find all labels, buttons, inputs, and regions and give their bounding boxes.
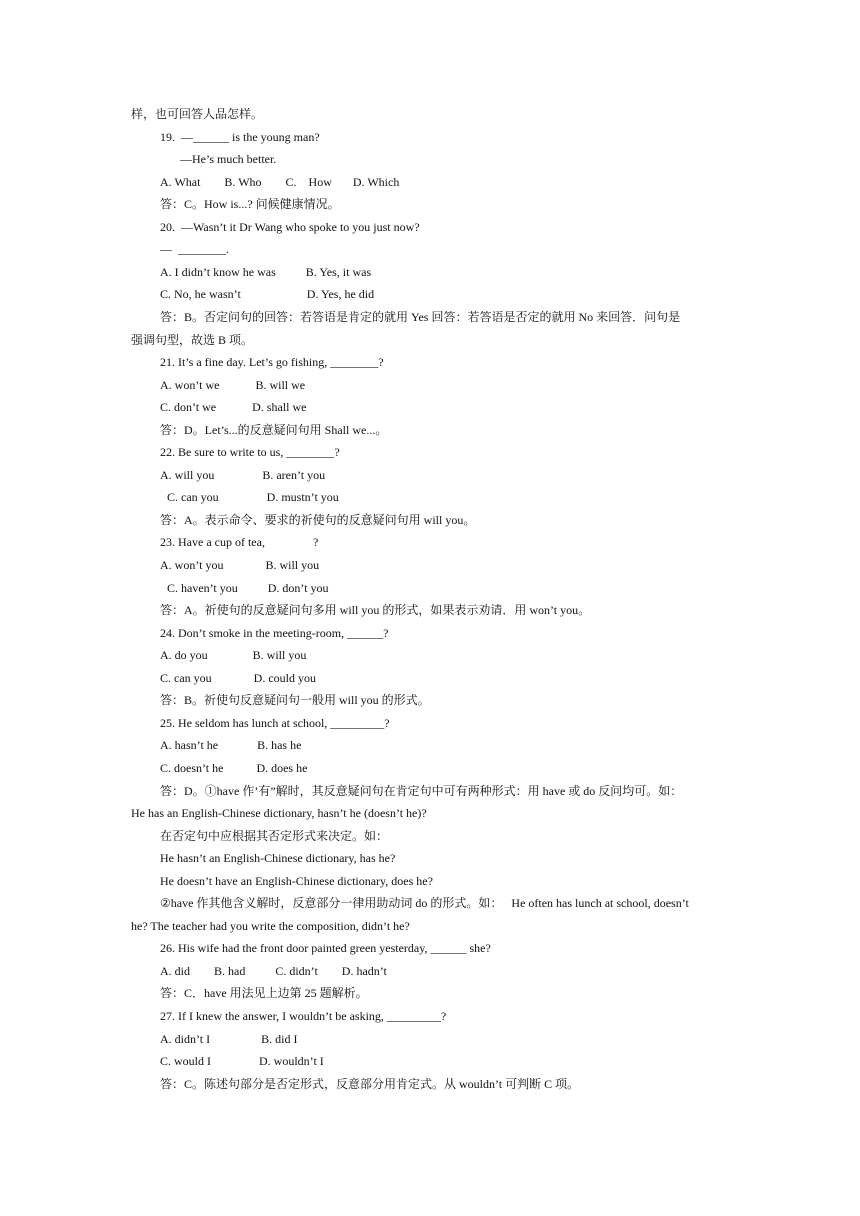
text-line: 答：D。①have 作’有”解时，其反意疑问句在肯定句中可有两种形式：用 have 或 do 反问均可。如： [160,784,683,798]
text-line: 答：C．have 用法见上边第 25 题解析。 [160,986,368,1000]
text-line: 在否定句中应根据其否定形式来决定。如： [160,829,389,843]
text-line: 22. Be sure to write to us, ________? [160,445,340,459]
text-line: C. haven’t you D. don’t you [167,581,329,595]
text-line: C. No, he wasn’t D. Yes, he did [160,287,375,301]
text-line: 25. He seldom has lunch at school, _________? [160,716,390,730]
text-line: 样，也可回答人品怎样。 [131,107,264,121]
text-line: He hasn’t an English-Chinese dictionary, has he? [160,851,396,865]
text-line: 答：C。陈述句部分是否定形式，反意部分用肯定式。从 wouldn’t 可判断 C 项。 [160,1077,580,1091]
text-line: A. didn’t I B. did I [160,1032,298,1046]
text-line: — ________. [160,242,229,256]
text-line: 答：A。祈使句的反意疑问句多用 will you 的形式，如果表示劝请．用 won’t you。 [160,603,591,617]
text-line: 24. Don’t smoke in the meeting-room, ______? [160,626,389,640]
text-line: C. can you D. mustn’t you [167,490,339,504]
text-line: He has an English-Chinese dictionary, hasn’t he (doesn’t he)? [131,806,427,820]
text-line: A. won’t we B. will we [160,378,306,392]
text-line: 答：B。祈使句反意疑问句一般用 will you 的形式。 [160,693,430,707]
text-line: C. would I D. wouldn’t I [160,1054,324,1068]
text-line: 强调句型，故选 B 项。 [131,333,254,347]
text-line: he? The teacher had you write the composition, didn’t he? [131,919,410,933]
text-line: A. hasn’t he B. has he [160,738,302,752]
text-line: C. can you D. could you [160,671,316,685]
text-line: C. don’t we D. shall we [160,400,307,414]
text-line: A. I didn’t know he was B. Yes, it was [160,265,372,279]
text-line: 26. His wife had the front door painted green yesterday, ______ she? [160,941,491,955]
text-line: A. did B. had C. didn’t D. hadn’t [160,964,387,978]
text-line: A. do you B. will you [160,648,307,662]
text-line: 27. If I knew the answer, I wouldn’t be asking, _________? [160,1009,447,1023]
text-line: ②have 作其他含义解时，反意部分一律用助动词 do 的形式。如： He often has lunch at school, doesn’t [160,896,689,910]
text-line: A. won’t you B. will you [160,558,320,572]
text-line: A. What B. Who C. How D. Which [160,175,400,189]
text-line: 答：B。否定问句的回答：若答语是肯定的就用 Yes 回答：若答语是否定的就用 No 来回答．问句是 [160,310,681,324]
text-line: 答：A。表示命令、要求的祈使句的反意疑问句用 will you。 [160,513,476,527]
text-line: A. will you B. aren’t you [160,468,326,482]
text-line: 20. —Wasn’t it Dr Wang who spoke to you just now? [160,220,420,234]
text-line: 答：C。How is...? 问候健康情况。 [160,197,340,211]
text-line: He doesn’t have an English-Chinese dictionary, does he? [160,874,433,888]
text-line: 21. It’s a fine day. Let’s go fishing, ________? [160,355,384,369]
text-line: 答：D。Let’s...的反意疑问句用 Shall we...。 [160,423,388,437]
text-line: 19. —______ is the young man? [160,130,320,144]
text-line: —He’s much better. [180,152,277,166]
text-line: 23. Have a cup of tea, ? [160,535,319,549]
text-line: C. doesn’t he D. does he [160,761,308,775]
